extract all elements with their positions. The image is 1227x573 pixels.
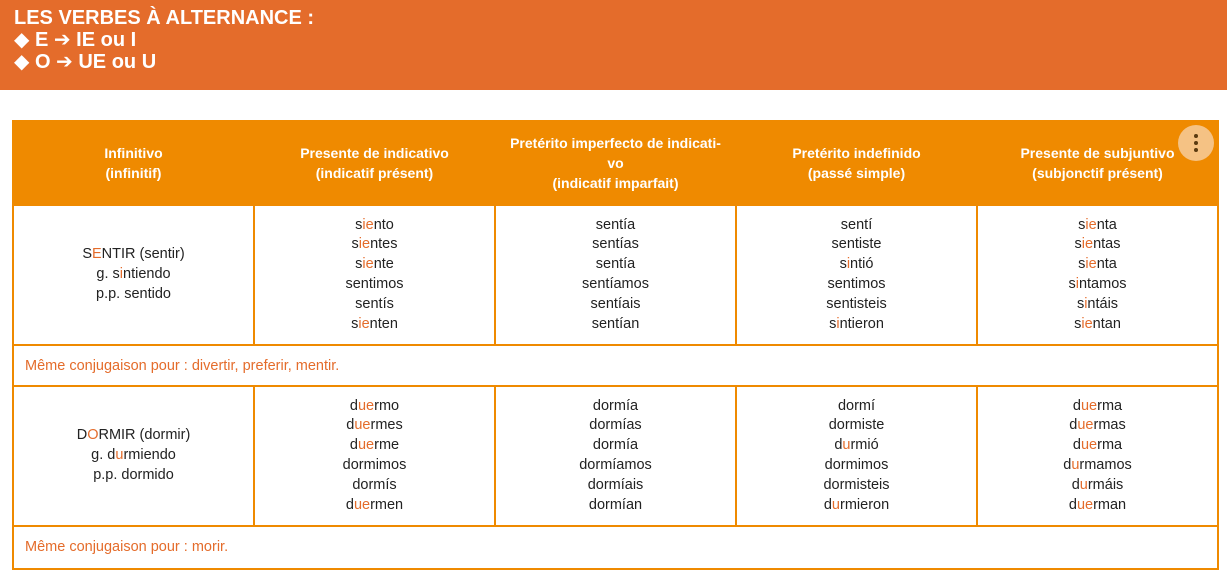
conjugated-form: duerman [1068,496,1127,513]
verb-row [14,385,1217,525]
conjugated-form: sientan [1074,315,1121,332]
infinitive-line: DORMIR (dormir) [76,427,191,444]
conjugated-form: dormimos [342,457,407,473]
conjugated-form: dormía [592,437,639,454]
infinitive-line: p.p. sentido [96,285,171,302]
conjugated-form: duerma [1072,397,1123,414]
conjugated-form: sentimos [345,276,404,292]
imperfecto-cell [496,206,737,344]
conjugated-form: sienten [351,315,398,332]
conjugated-form: sientes [351,236,398,253]
infinitive-line: p.p. dormido [93,466,174,483]
header-preterito-indefinido: Pretérito indefinido (passé simple) [737,122,978,204]
subjuntivo-cell [978,206,1217,344]
banner-title: LES VERBES À ALTERNANCE : [14,7,315,29]
conjugated-form: dormíais [587,476,644,493]
verb-row [14,204,1217,344]
conjugated-form: sentíais [590,295,641,312]
conjugated-form: sintieron [829,315,884,332]
conjugated-form: durmamos [1063,457,1132,473]
conjugated-form: dormías [589,417,642,434]
conjugated-form: duermas [1069,417,1126,434]
conjugated-form: sienta [1078,256,1117,273]
conjugated-form: sentisteis [826,295,887,312]
conjugated-form: sienta [1078,216,1117,233]
infinitive-cell [14,387,255,525]
conjugated-form: sentí [840,216,873,233]
presente-cell [255,206,496,344]
infinitive-line: g. durmiendo [91,447,176,464]
subjuntivo-cell [978,387,1217,525]
more-vertical-icon [1194,134,1198,138]
verb-body [14,204,1217,566]
header-presente-indicativo: Presente de indicativo (indicatif présent) [255,122,496,204]
conjugated-form: dormisteis [823,476,890,493]
conjugated-form: sientas [1074,236,1121,253]
conjugated-form: duermes [346,417,403,434]
infinitive-line: g. sintiendo [96,266,171,283]
conjugated-form: sentías [592,236,639,253]
conjugated-form: dormían [588,496,643,513]
conjugated-form: dormía [592,397,639,414]
conjugated-form: sentía [595,256,636,273]
conjugated-form: siente [355,256,394,273]
conjugated-form: sentimos [827,276,886,292]
conjugated-form: sentía [595,216,636,233]
conjugated-form: dormí [837,397,876,414]
imperfecto-cell [496,387,737,525]
infinitive-line: SENTIR (sentir) [82,246,185,263]
header-presente-subjuntivo: Presente de subjuntivo (subjonctif présent) [1020,145,1175,181]
conjugated-form: siento [355,216,394,233]
conjugated-form: sentían [591,315,640,332]
conjugated-form: duermen [345,496,404,513]
header-preterito-imperfecto: Pretérito imperfecto de indicati- vo (indicatif imparfait) [496,122,737,204]
banner-rule-e: ◆ E ➔ IE ou I [14,29,137,51]
conjugated-form: sentiste [831,236,882,253]
title-banner [0,0,1227,90]
conjugated-form: sintamos [1068,276,1127,292]
conjugated-form: durmieron [823,496,890,513]
conjugated-form: duerme [349,437,400,454]
header-row [14,122,1217,204]
conjugated-form: sintáis [1076,295,1119,312]
indefinido-cell [737,387,978,525]
conjugated-form: sintió [839,256,874,273]
conjugated-form: dormimos [824,457,889,473]
conjugation-table [12,120,1219,570]
more-options-button[interactable] [1178,125,1214,161]
conjugated-form: duerma [1072,437,1123,454]
conjugated-form: durmió [834,437,879,454]
presente-cell [255,387,496,525]
conjugated-form: dormiste [828,417,885,434]
same-conjugation-note: Même conjugaison pour : divertir, preferir, mentir. [14,344,1217,385]
infinitive-cell [14,206,255,344]
header-infinitivo: Infinitivo (infinitif) [14,122,255,204]
banner-rule-o: ◆ O ➔ UE ou U [14,51,157,73]
conjugated-form: durmáis [1071,476,1124,493]
conjugated-form: duermo [349,397,400,414]
same-conjugation-note: Même conjugaison pour : morir. [14,525,1217,566]
conjugated-form: dormíamos [579,457,652,473]
conjugated-form: dormís [352,476,397,493]
conjugated-form: sentís [355,295,394,312]
conjugated-form: sentíamos [582,276,649,292]
indefinido-cell [737,206,978,344]
